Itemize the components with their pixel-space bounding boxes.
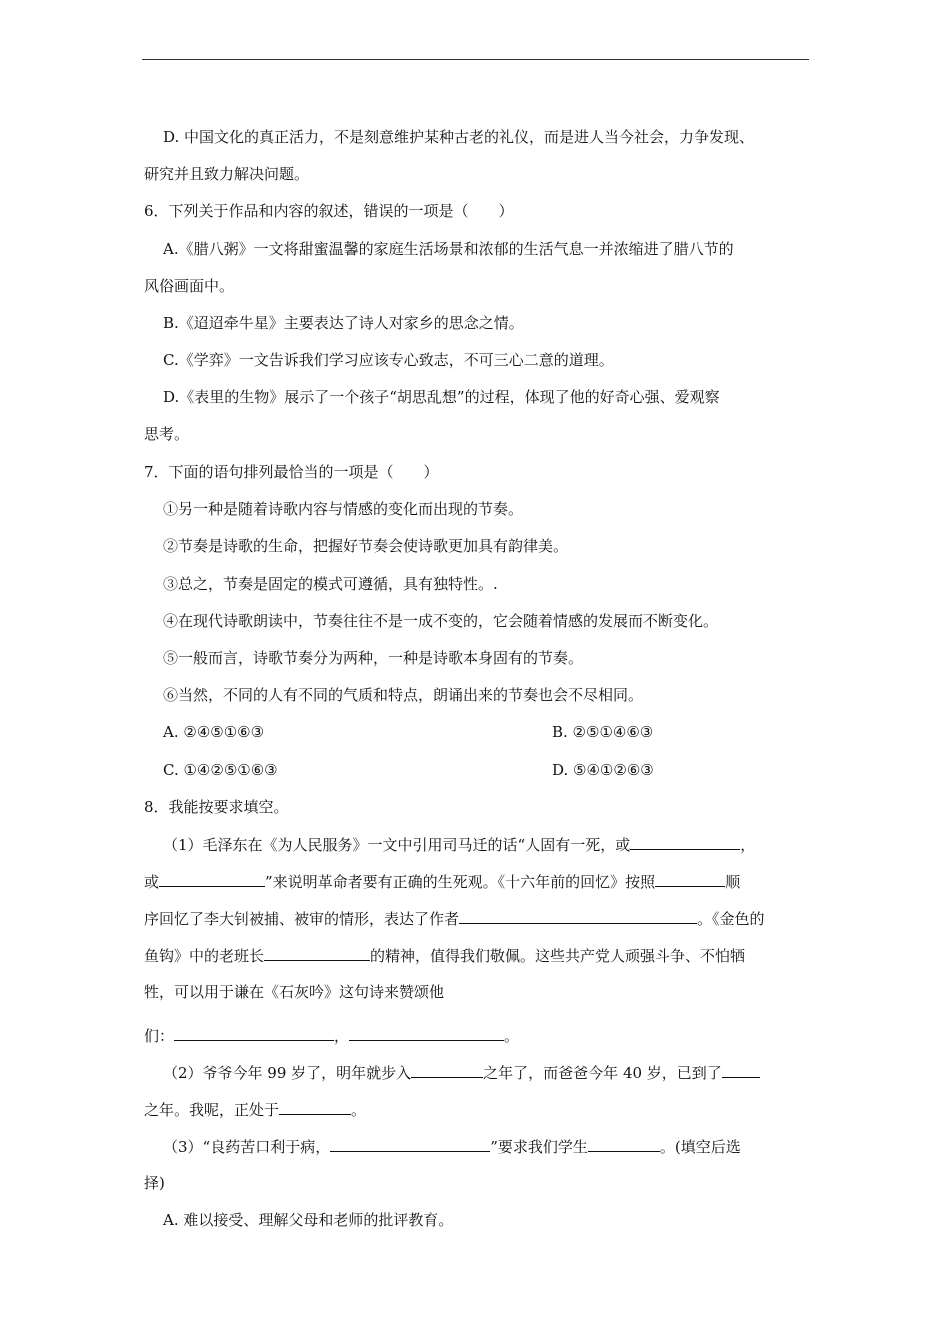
q6-option-b: B.《迢迢牵牛星》主要表达了诗人对家乡的思念之情。 (163, 314, 524, 332)
q8-p2-text-b: 之年了，而爸爸今年 40 岁，已到了 (483, 1064, 722, 1082)
header-rule (142, 59, 809, 60)
q8-p2-line2 (144, 1098, 366, 1121)
answer-blank[interactable] (159, 870, 265, 887)
q7-option-d: D. ⑤④①②⑥③ (552, 761, 654, 779)
q8-p1-line2 (144, 870, 740, 893)
q7-sentence-4: ④在现代诗歌朗读中，节奏往往不是一成不变的，它会随着情感的发展而不断变化。 (163, 612, 719, 630)
q8-p1-text-a: （1）毛泽东在《为人民服务》一文中引用司马迁的话“人固有一死，或 (163, 836, 631, 854)
answer-blank[interactable] (630, 833, 740, 850)
q8-p2-text-a: （2）爷爷今年 99 岁了，明年就步入 (163, 1064, 412, 1082)
q8-p2-text-d: 。 (351, 1101, 367, 1119)
q8-p3-text-b: ”要求我们学生 (490, 1138, 588, 1156)
q8-p1-line5: 牲，可以用于谦在《石灰吟》这句诗来赞颂他 (144, 983, 445, 1001)
answer-blank[interactable] (330, 1135, 490, 1152)
q7-sentence-3: ③总之，节奏是固定的模式可遵循，具有独特性。. (163, 575, 498, 593)
q8-p1-text-k: 们： (144, 1027, 175, 1045)
q8-p1-line3 (144, 907, 765, 930)
q8-p1-line1 (163, 833, 755, 856)
q6-option-d-line2: 思考。 (144, 425, 190, 443)
answer-blank[interactable] (459, 907, 697, 924)
q8-p1-text-l: ， (334, 1027, 350, 1045)
q7-sentence-2: ②节奏是诗歌的生命，把握好节奏会使诗歌更加具有韵律美。 (163, 537, 569, 555)
q8-stem: 8．我能按要求填空。 (144, 798, 289, 816)
q7-stem: 7．下面的语句排列最恰当的一项是（ ） (144, 463, 439, 481)
q8-p1-text-g: 。《金色的 (697, 910, 765, 928)
answer-blank[interactable] (349, 1024, 504, 1041)
q8-p1-text-f: 序回忆了李大钊被捕、被审的情形，表达了作者 (144, 910, 460, 928)
q8-p3-line1 (163, 1135, 741, 1158)
q8-p3-line2: 择) (144, 1174, 165, 1192)
q5-option-d-line2: 研究并且致力解决问题。 (144, 165, 310, 183)
q8-p1-text-c: 或 (144, 873, 160, 891)
q8-p1-text-e: 顺 (725, 873, 741, 891)
q8-p3-text-c: 。(填空后选 (659, 1138, 741, 1156)
q8-p1-text-h: 鱼钩》中的老班长 (144, 947, 265, 965)
q6-stem: 6．下列关于作品和内容的叙述，错误的一项是（ ） (144, 202, 514, 220)
q6-option-a-line1: A.《腊八粥》一文将甜蜜温馨的家庭生活场景和浓郁的生活气息一并浓缩进了腊八节的 (163, 240, 734, 258)
q5-option-d-line1: D. 中国文化的真正活力，不是刻意维护某种古老的礼仪，而是进人当今社会，力争发现、 (163, 128, 755, 146)
answer-blank[interactable] (411, 1061, 483, 1078)
answer-blank[interactable] (588, 1135, 660, 1152)
q7-option-c: C. ①④②⑤①⑥③ (163, 761, 278, 779)
q6-option-d-line1: D.《表里的生物》展示了一个孩子“胡思乱想”的过程，体现了他的好奇心强、爱观察 (163, 388, 720, 406)
answer-blank[interactable] (174, 1024, 334, 1041)
q7-sentence-1: ①另一种是随着诗歌内容与情感的变化而出现的节奏。 (163, 500, 524, 518)
q7-option-b: B. ②⑤①④⑥③ (552, 723, 654, 741)
q8-p1-text-d: ”来说明革命者要有正确的生死观。《十六年前的回忆》按照 (265, 873, 656, 891)
answer-blank[interactable] (655, 870, 725, 887)
q6-option-c: C.《学弈》一文告诉我们学习应该专心致志，不可三心二意的道理。 (163, 351, 614, 369)
q8-p2-line1 (163, 1061, 760, 1084)
answer-blank[interactable] (279, 1098, 351, 1115)
q7-sentence-6: ⑥当然，不同的人有不同的气质和特点，朗诵出来的节奏也会不尽相同。 (163, 686, 644, 704)
q8-p1-text-m: 。 (504, 1027, 520, 1045)
q7-sentence-5: ⑤一般而言，诗歌节奏分为两种，一种是诗歌本身固有的节奏。 (163, 649, 584, 667)
q7-option-a: A. ②④⑤①⑥③ (163, 723, 265, 741)
q8-p1-text-i: 的精神，值得我们敬佩。这些共产党人顽强斗争、不怕牺 (370, 947, 746, 965)
q8-option-a: A. 难以接受、理解父母和老师的批评教育。 (163, 1211, 454, 1229)
answer-blank[interactable] (264, 944, 370, 961)
q8-p2-text-c: 之年。我呢，正处于 (144, 1101, 280, 1119)
q8-p1-text-b: ， (740, 836, 756, 854)
answer-blank[interactable] (722, 1061, 760, 1078)
q8-p1-line6 (144, 1024, 519, 1047)
q6-option-a-line2: 风俗画面中。 (144, 277, 235, 295)
q8-p1-line4 (144, 944, 745, 967)
q8-p3-text-a: （3）“良药苦口利于病， (163, 1138, 331, 1156)
